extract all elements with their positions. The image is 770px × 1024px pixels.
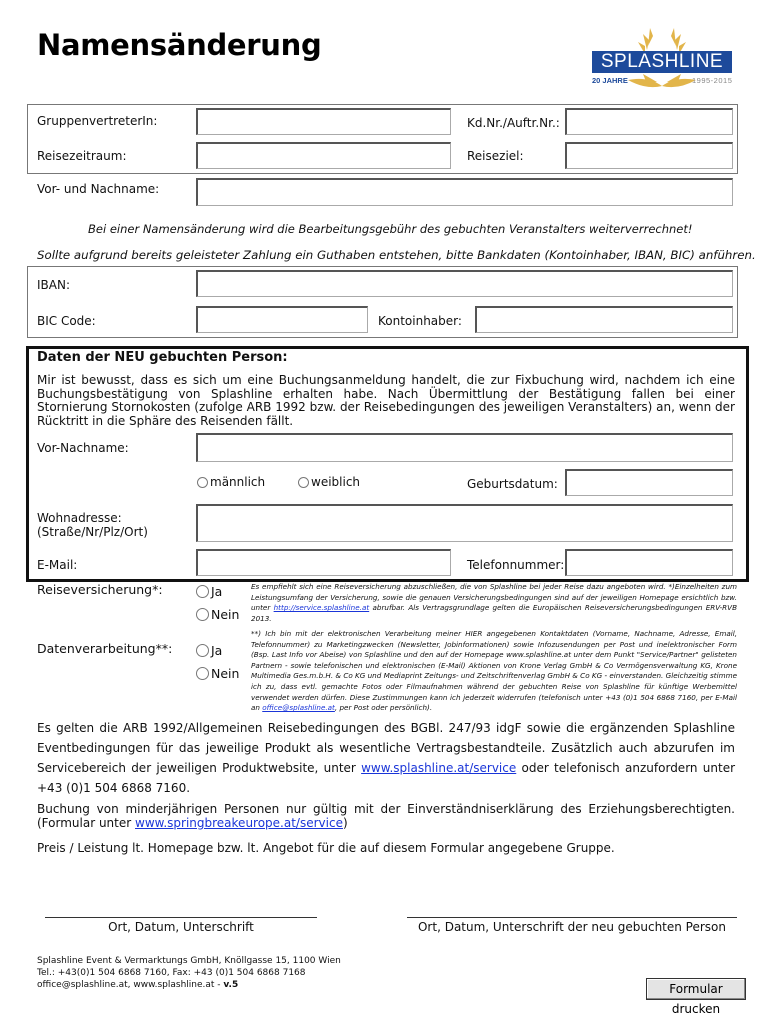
birthdate-label: Geburtsdatum: [467,477,558,491]
group-rep-input[interactable] [196,108,451,135]
gender-male-radio[interactable]: männlich [197,475,265,489]
terms-paragraph: Es gelten die ARB 1992/Allgemeinen Reisebedingungen des BGBl. 247/93 idgF sowie die ergänzenden Splashline Eventbedingungen für das jeweilige Produkt als wesentliche Vertragsbestandteile. Zusätzlich auch abzurufen im Servicebereich der jeweiligen Produktwebsite, unter www.splashline.at/service oder telefonisch anzufordern unter +43 (0)1 504 6868 7160. [37,721,736,795]
page-title: Namensänderung [37,28,322,62]
destination-label: Reiseziel: [467,149,524,163]
radio-circle-icon [298,477,309,488]
insurance-no-radio[interactable]: Nein [196,607,239,622]
email-label: E-Mail: [37,558,78,572]
springbreak-service-link[interactable]: www.springbreakeurope.at/service [135,816,343,830]
office-email-link[interactable]: office@splashline.at [262,703,335,713]
data-processing-label: Datenverarbeitung**: [37,641,173,656]
address-input[interactable] [196,504,733,542]
customer-no-input[interactable] [565,108,733,135]
logo-years: 1995-2015 [692,76,733,85]
splashline-service-link[interactable]: www.splashline.at/service [361,761,517,775]
radio-circle-icon [196,644,209,657]
data-processing-no-radio[interactable]: Nein [196,666,239,681]
data-processing-yes-radio[interactable]: Ja [196,643,222,658]
address-label-2: (Straße/Nr/Plz/Ort) [37,525,148,539]
destination-input[interactable] [565,142,733,169]
bic-input[interactable] [196,306,368,333]
logo-anniversary: 20 JAHRE [592,76,628,85]
radio-circle-icon [196,608,209,621]
new-name-input[interactable] [196,433,733,462]
service-link[interactable]: http://service.splashline.at [273,603,370,613]
radio-circle-icon [196,667,209,680]
address-label-1: Wohnadresse: [37,511,122,525]
travel-period-label: Reisezeitraum: [37,149,127,163]
signature-label-right: Ort, Datum, Unterschrift der neu gebuchten Person [417,920,726,934]
signature-line-right [407,917,737,918]
footer-phone: Tel.: +43(0)1 504 6868 7160, Fax: +43 (0)1 504 6868 7168 [37,968,306,978]
radio-circle-icon [197,477,208,488]
booking-statement: Mir ist bewusst, dass es sich um eine Buchungsanmeldung handelt, die zur Fixbuchung wird, nachdem ich eine Buchungsbestätigung von Splashline erhalten habe. Nach Übermittlung der Bestätigung fallen bei einer Stornierung Stornokosten (zufolge ARB 1992 bzw. der Reisebedingungen des jeweiligen Veranstalters) an, wenn der Rücktritt in die Sphäre des Reisenden fällt. [37,373,735,428]
splashline-logo [588,24,736,94]
data-processing-note: **) Ich bin mit der elektronischen Verarbeitung meiner HIER angegebenen Kontaktdaten (Vorname, Nachname, Adresse, Email, Telefonnummer) zu Marketingzwecken (Newsletter, Jobinformationen) sowie Infozusendungen per Post und inelektronischer Form (Bsp. Last Info vor Abeise) von Splashline und den auf der Homepage www.splashline.at unter dem Punkt "Service/Partner" gelisteten Partnern - sowie telefonischen und elektronischen (E-Mail) Aktionen von Krone Verlag GmbH & Co Vermögensverwaltung KG, Krone Multimedia Ges.m.b.H. & Co KG und Mediaprint Zeitungs- und Zeitschriftenverlag GmbH & Co KG - einverstanden. Gleichzeitig stimme ich zu, dass evtl. gemachte Fotos oder Filmaufnahmen während der gebuchten Reise von Splashline für künftige Werbemittel verwendet werden dürfen. Diese Zustimmungen kann ich jederzeit widerrufen (telefonisch unter +43 (0)1 504 6868 7160, per E-Mail an office@splashline.at, per Post oder persönlich). [251,629,737,713]
signature-line-left [45,917,317,918]
insurance-yes-radio[interactable]: Ja [196,584,222,599]
customer-no-label: Kd.Nr./Auftr.Nr.: [467,116,560,130]
iban-label: IBAN: [37,278,70,292]
full-name-input[interactable] [196,178,733,206]
footer-address: Splashline Event & Vermarktungs GmbH, Knöllgasse 15, 1100 Wien [37,956,341,966]
radio-circle-icon [196,585,209,598]
footer-contact: office@splashline.at, www.splashline.at - v.5 [37,980,239,990]
new-name-label: Vor-Nachname: [37,441,129,455]
phone-input[interactable] [565,549,733,576]
phone-label: Telefonnummer: [467,558,565,572]
full-name-label: Vor- und Nachname: [37,182,160,196]
signature-label-left: Ort, Datum, Unterschrift [108,920,254,934]
print-form-button[interactable]: Formular drucken [646,978,746,1000]
birthdate-input[interactable] [565,469,733,496]
fee-notice: Bei einer Namensänderung wird die Bearbeitungsgebühr des gebuchten Veranstalters weiterverrechnet! [88,222,693,236]
gender-female-radio[interactable]: weiblich [298,475,360,489]
group-rep-label: GruppenvertreterIn: [37,114,158,128]
bank-notice: Sollte aufgrund bereits geleisteter Zahlung ein Guthaben entstehen, bitte Bankdaten (Kontoinhaber, IBAN, BIC) anführen. [37,248,756,262]
travel-period-input[interactable] [196,142,451,169]
company-footer [37,955,341,991]
new-person-heading: Daten der NEU gebuchten Person: [37,350,288,365]
minors-paragraph: Buchung von minderjährigen Personen nur gültig mit der Einverständniserklärung des Erziehungsberechtigten. (Formular unter www.springbreakeurope.at/service) [37,802,735,830]
bic-label: BIC Code: [37,314,96,328]
iban-input[interactable] [196,270,733,297]
insurance-label: Reiseversicherung*: [37,582,163,597]
account-holder-label: Kontoinhaber: [378,314,462,328]
insurance-note: Es empfiehlt sich eine Reiseversicherung abzuschließen, die von Splashline bei jeder Reise dazu angeboten wird. *)Einzelheiten zum Leistungsumfang der Versicherung, sowie die genauen Versicherungsbedingungen sind auf der jeweiligen Homepage ersichtlich bzw. unter http://service.splashline.at abrufbar. Als Vertragsgrundlage gelten die Europäischen Reiseversicherungsbedingungen ERV-RVB 2013. [251,582,738,623]
account-holder-input[interactable] [475,306,733,333]
footer-version: v.5 [223,980,239,990]
price-paragraph: Preis / Leistung lt. Homepage bzw. lt. Angebot für die auf diesem Formular angegebene Gruppe. [37,841,615,855]
logo-brand: SPLASHLINE [600,51,724,72]
email-input[interactable] [196,549,451,576]
